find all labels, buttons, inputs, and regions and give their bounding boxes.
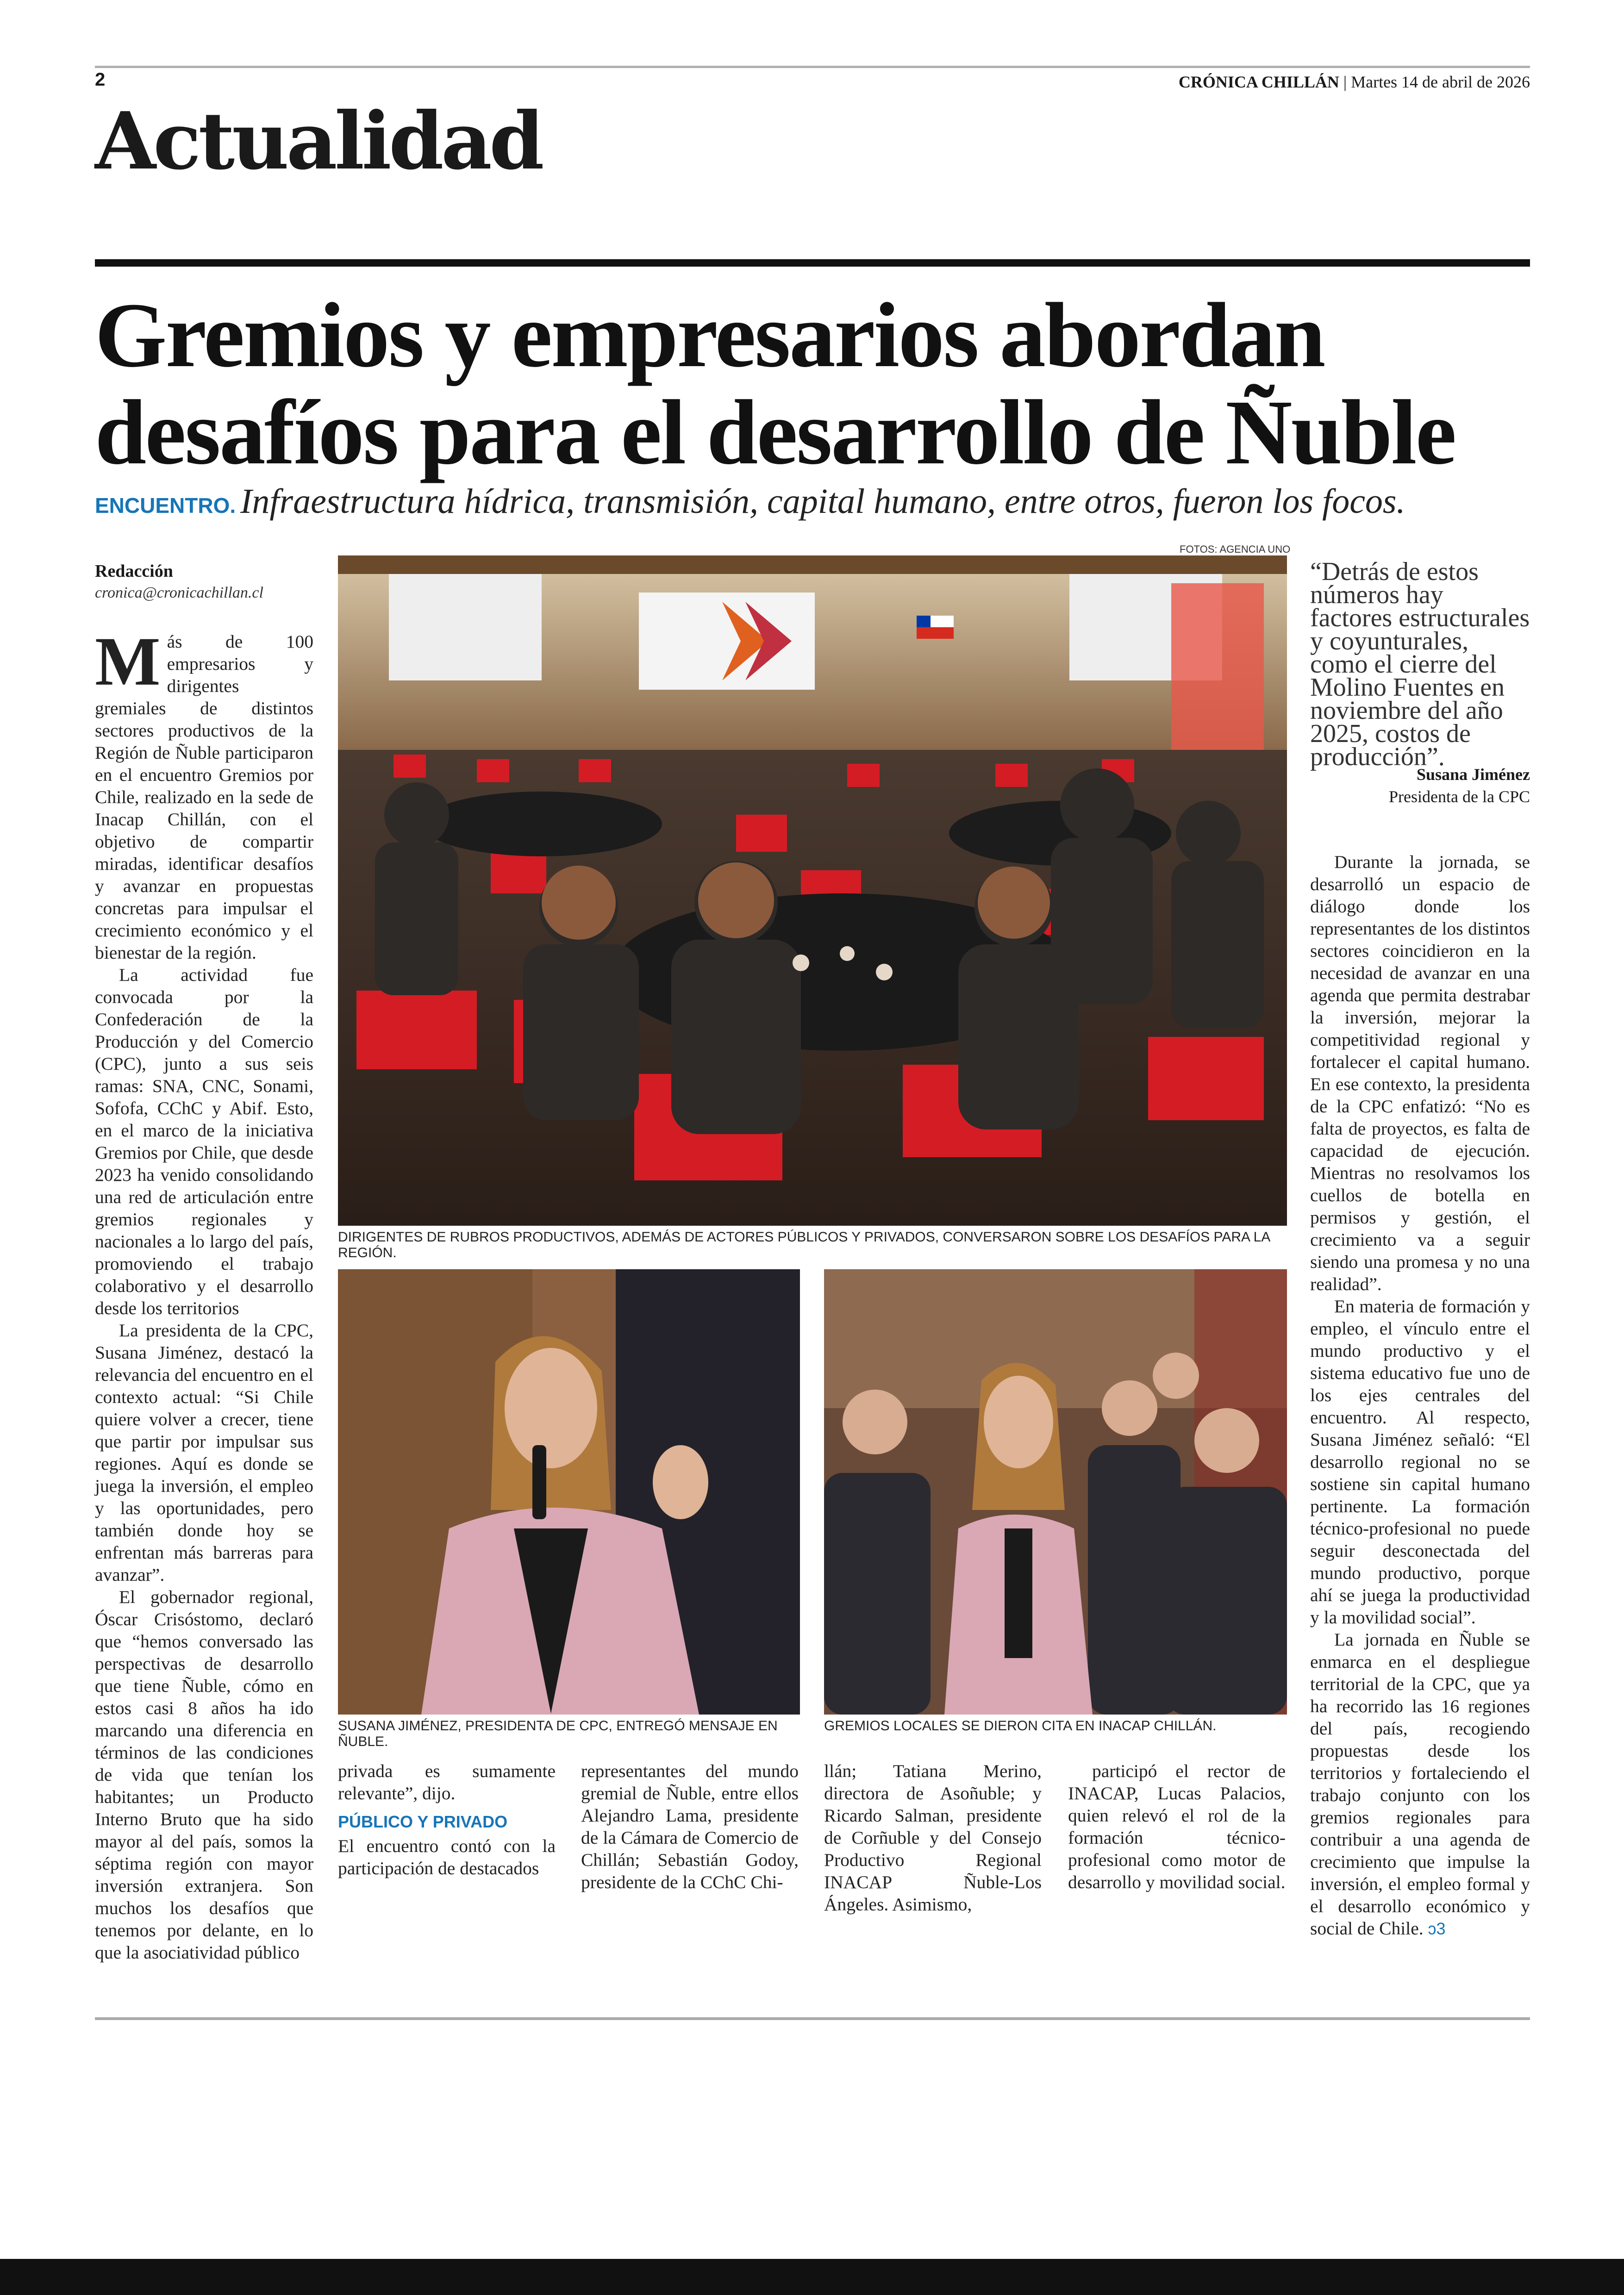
- bottom-rule: [95, 2017, 1530, 2020]
- group-photo: [824, 1269, 1287, 1715]
- right-paragraph-1: Durante la jornada, se desarrolló un espacio de diálogo donde los representantes de los distintos sectores coincidieron en la necesidad de avanzar en una agenda que permita destrabar la inversión, mejorar la competitividad regional y fortalecer el capital humano. En ese contexto, la presidenta de la CPC enfatizó: “No es falta de proyectos, es falta de capacidad de ejecución. Mientras no resolvamos los cuellos de botella en permisos y gestión, el crecimiento va a seguir siendo una promesa y no una realidad”.: [1310, 852, 1530, 1294]
- column-right: [1310, 851, 1530, 1940]
- column-2: [338, 1760, 556, 1879]
- quote-author-role: Presidenta de la CPC: [1389, 787, 1530, 806]
- headline-line-2: desafíos para el desarrollo de Ñuble: [95, 381, 1455, 484]
- group-image: [824, 1269, 1287, 1715]
- column-3: [581, 1760, 799, 1893]
- byline-email[interactable]: cronica@cronicachillan.cl: [95, 584, 263, 601]
- right-paragraph-2: En materia de formación y empleo, el vínculo entre el mundo productivo y el sistema educativo fue uno de los ejes centrales del encuentro. Al respecto, Susana Jiménez señaló: “El desarrollo regional no se sostiene sin capital humano pertinente. La formación técnico-profesional no puede seguir desconectada del mundo productivo, porque ahí se juega la productividad y la movilidad social”.: [1310, 1296, 1530, 1628]
- header-separator: |: [1343, 73, 1347, 91]
- column-4-text: llán; Tatiana Merino, directora de Asoñuble; y Ricardo Salman, presidente de Corñuble y del Consejo Productivo Regional INACAP Ñuble-Los Ángeles. Asimismo,: [824, 1761, 1042, 1915]
- section-title: Actualidad: [95, 95, 542, 187]
- subhead: PÚBLICO Y PRIVADO: [338, 1812, 508, 1831]
- pull-quote: “Detrás de estos números hay factores estructurales y coyunturales, como el cierre del Molino Fuentes en noviembre del año 2025, costos de producción”.: [1310, 557, 1530, 771]
- headline-line-1: Gremios y empresarios abordan: [95, 284, 1324, 387]
- top-rule: [95, 66, 1530, 68]
- publication-date: Martes 14 de abril de 2026: [1351, 73, 1530, 91]
- quote-author: Susana Jiménez: [1416, 765, 1530, 784]
- page-number: 2: [95, 69, 106, 90]
- dropcap: M: [95, 623, 161, 700]
- publication-name: CRÓNICA CHILLÁN: [1178, 73, 1339, 91]
- kicker: ENCUENTRO.: [95, 493, 236, 518]
- column-2-text-2: El encuentro contó con la participación de destacados: [338, 1836, 556, 1878]
- event-hall-image: [338, 555, 1287, 1226]
- paragraph-1: Más de 100 empresarios y dirigentes gremiales de distintos sectores productivos de la Región de Ñuble participaron en el encuentro Gremios por Chile, realizado en la sede de Inacap Chillán, con el objetivo de compartir miradas, identificar desafíos y avanzar en propuestas concretas para impulsar el crecimiento económico y el bienestar de la región.: [95, 623, 313, 963]
- column-4: [824, 1760, 1042, 1915]
- byline: Redacción: [95, 561, 173, 581]
- column-2-text-1: privada es sumamente relevante”, dijo.: [338, 1761, 556, 1803]
- main-photo-caption: DIRIGENTES DE RUBROS PRODUCTIVOS, ADEMÁS DE ACTORES PÚBLICOS Y PRIVADOS, CONVERSARON SOBRE LOS DESAFÍOS PARA LA REGIÓN.: [338, 1229, 1270, 1260]
- paragraph-2: La actividad fue convocada por la Confederación de la Producción y del Comercio (CPC), junto a sus seis ramas: SNA, CNC, Sonami, Sofofa, CChC y Abif. Esto, en el marco de la iniciativa Gremios por Chile, que desde 2023 ha venido consolidando una red de articulación entre gremios regionales y nacionales a lo largo del país, promoviendo el trabajo colaborativo y el desarrollo desde los territorios: [95, 965, 313, 1318]
- speaker-photo: [338, 1269, 800, 1715]
- deck: Infraestructura hídrica, transmisión, capital humano, entre otros, fueron los focos.: [240, 482, 1405, 521]
- deck-row: [95, 481, 1405, 522]
- speaker-image: [338, 1269, 800, 1715]
- footer-bar: [0, 2259, 1624, 2295]
- photo-credit: FOTOS: AGENCIA UNO: [1180, 543, 1291, 555]
- column-3-text: representantes del mundo gremial de Ñuble, entre ellos Alejandro Lama, presidente de la Cámara de Comercio de Chillán; Sebastián Godoy, presidente de la CChC Chi-: [581, 1761, 799, 1892]
- end-mark-icon: ↄ3: [1428, 1919, 1446, 1938]
- section-rule: [95, 259, 1530, 267]
- publication-header: [1179, 72, 1530, 92]
- column-1: [95, 623, 313, 1964]
- main-photo: [338, 555, 1287, 1226]
- column-5: [1068, 1760, 1286, 1893]
- headline: [95, 284, 1530, 484]
- column-5-text: participó el rector de INACAP, Lucas Palacios, quien relevó el rol de la formación técnico-profesional como motor de desarrollo y movilidad social.: [1068, 1761, 1286, 1892]
- speaker-photo-caption: SUSANA JIMÉNEZ, PRESIDENTA DE CPC, ENTREGÓ MENSAJE EN ÑUBLE.: [338, 1718, 778, 1749]
- paragraph-4: El gobernador regional, Óscar Crisóstomo, declaró que “hemos conversado las perspectivas de desarrollo que tiene Ñuble, cómo en estos casi 8 años ha ido marcando una diferencia en términos de las condiciones de vida que tenían los habitantes; un Producto Interno Bruto que ha sido mayor al del país, somos la séptima región con mayor inversión extranjera. Son muchos los desafíos que tenemos por delante, en lo que la asociatividad público: [95, 1587, 313, 1963]
- group-photo-caption: GREMIOS LOCALES SE DIERON CITA EN INACAP CHILLÁN.: [824, 1718, 1217, 1734]
- right-paragraph-3: La jornada en Ñuble se enmarca en el despliegue territorial de la CPC, que ya ha recorrido las 16 regiones del país, recogiendo propuestas desde los territorios y fortaleciendo el trabajo conjunto con los gremios regionales para contribuir a una agenda de crecimiento que impulse la inversión, el empleo formal y el desarrollo económico y social de Chile. ↄ3: [1310, 1629, 1530, 1939]
- paragraph-3: La presidenta de la CPC, Susana Jiménez, destacó la relevancia del encuentro en el contexto actual: “Si Chile quiere volver a crecer, tiene que partir por impulsar sus regiones. Aquí es donde se juega la inversión, el empleo y las oportunidades, pero también donde hoy se enfrentan más barreras para avanzar”.: [95, 1320, 313, 1585]
